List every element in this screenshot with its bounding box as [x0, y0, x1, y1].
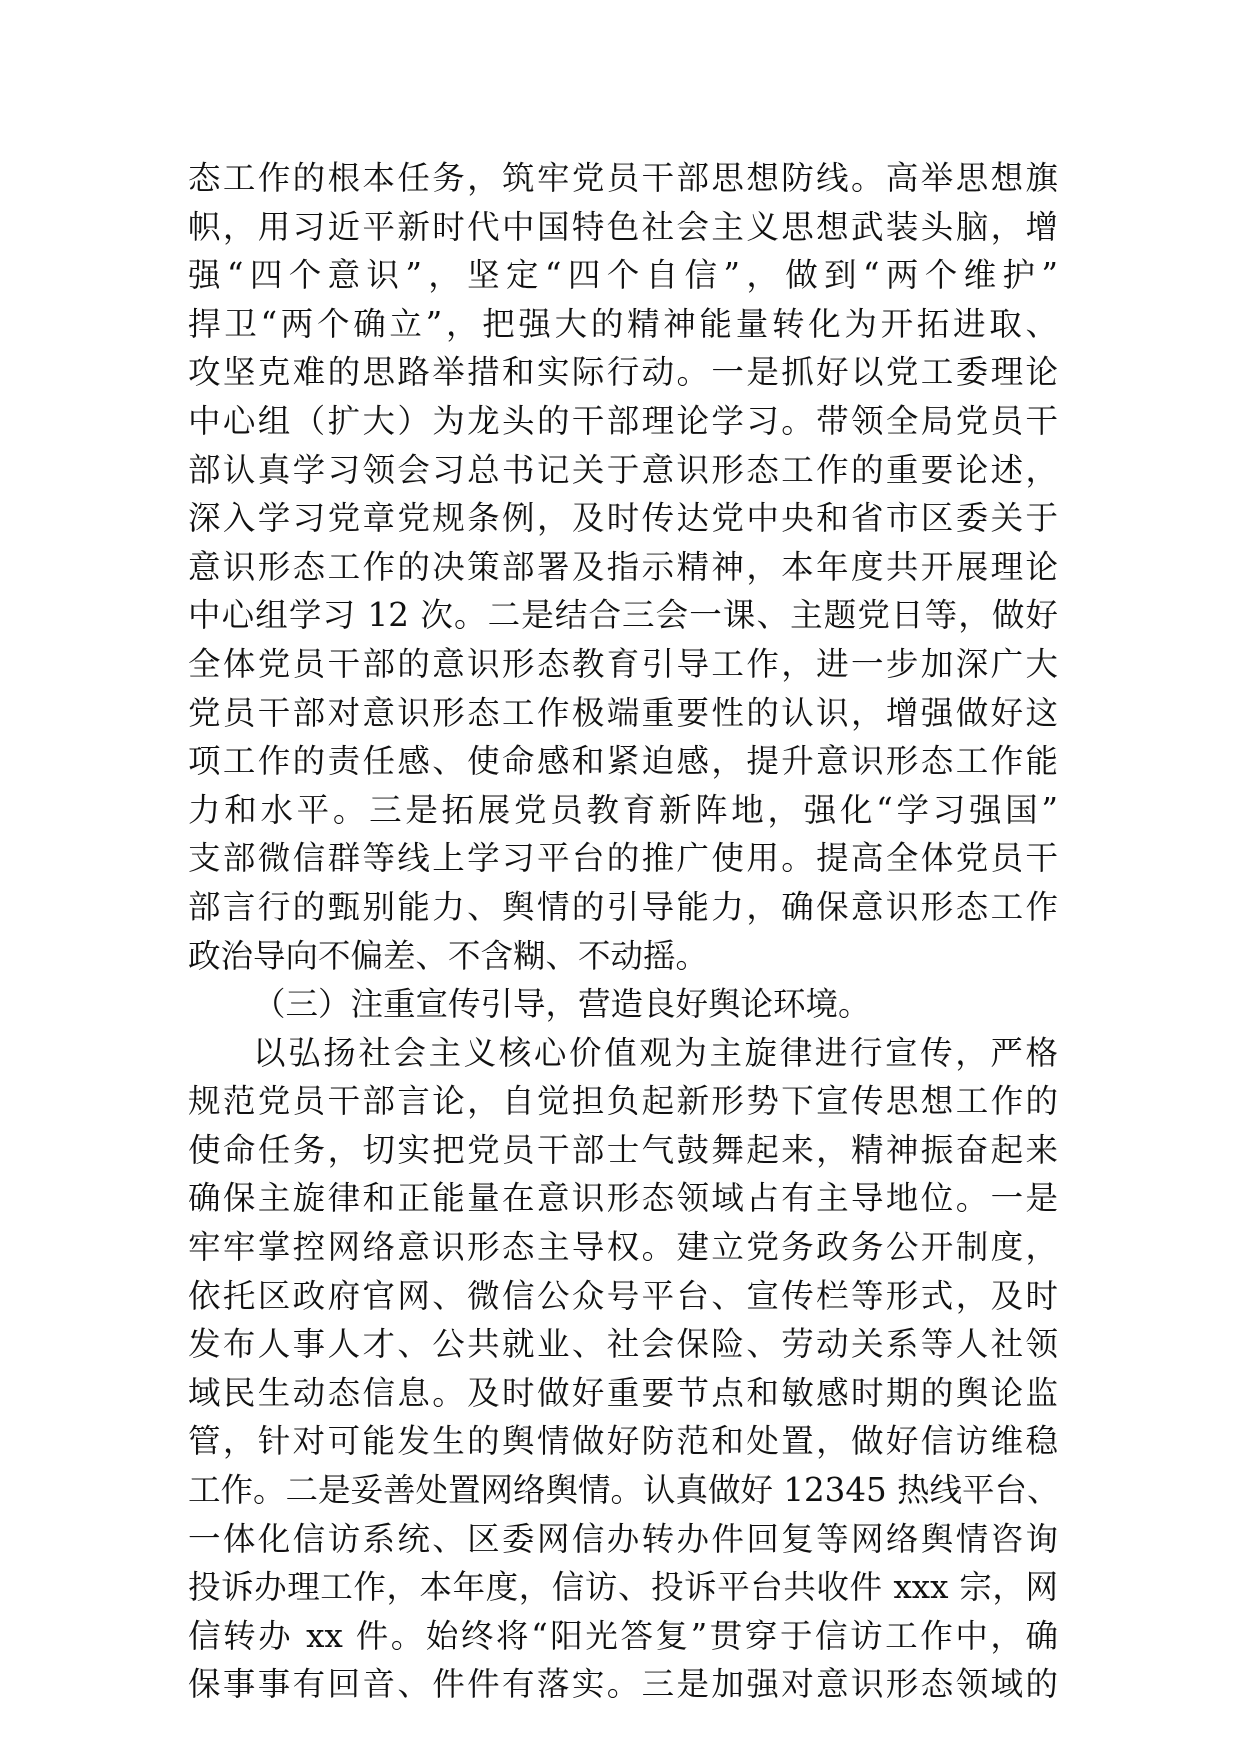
text-line: 力和水平。三是拓展党员教育新阵地，强化“学习强国”: [188, 790, 1058, 829]
text-line: 使命任务，切实把党员干部士气鼓舞起来，精神振奋起来: [188, 1130, 1058, 1169]
text-line: 攻坚克难的思路举措和实际行动。一是抓好以党工委理论: [188, 353, 1058, 392]
text-line: 捍卫“两个确立”，把强大的精神能量转化为开拓进取、: [188, 304, 1058, 343]
text-line: 投诉办理工作，本年度，信访、投诉平台共收件 xxx 宗，网: [188, 1568, 1058, 1607]
text-line: 信转办 xx 件。始终将“阳光答复”贯穿于信访工作中，确: [188, 1616, 1058, 1655]
text-line: 项工作的责任感、使命感和紧迫感，提升意识形态工作能: [188, 742, 1058, 781]
text-line: 意识形态工作的决策部署及指示精神，本年度共开展理论: [188, 547, 1058, 586]
text-line: 支部微信群等线上学习平台的推广使用。提高全体党员干: [188, 839, 1058, 878]
section-heading: （三）注重宣传引导，营造良好舆论环境。: [253, 985, 871, 1024]
text-line: 一体化信访系统、区委网信办转办件回复等网络舆情咨询: [188, 1519, 1058, 1558]
document-body: [188, 154, 1058, 1709]
text-line: 态工作的根本任务，筑牢党员干部思想防线。高举思想旗: [188, 159, 1058, 197]
text-line: 党员干部对意识形态工作极端重要性的认识，增强做好这: [188, 693, 1058, 732]
text-line: 域民生动态信息。及时做好重要节点和敏感时期的舆论监: [188, 1373, 1058, 1412]
text-line: 规范党员干部言论，自觉担负起新形势下宣传思想工作的: [188, 1082, 1058, 1121]
text-line: 中心组学习 12 次。二是结合三会一课、主题党日等，做好: [188, 596, 1058, 635]
text-line: 政治导向不偏差、不含糊、不动摇。: [188, 936, 709, 975]
text-line: 中心组（扩大）为龙头的干部理论学习。带领全局党员干: [188, 401, 1058, 440]
text-line: 以弘扬社会主义核心价值观为主旋律进行宣传，严格: [253, 1033, 1058, 1072]
text-line: 深入学习党章党规条例，及时传达党中央和省市区委关于: [188, 499, 1058, 538]
text-line: 保事事有回音、件件有落实。三是加强对意识形态领域的: [188, 1665, 1058, 1704]
text-line: 发布人事人才、公共就业、社会保险、劳动关系等人社领: [188, 1325, 1058, 1364]
text-line: 牢牢掌控网络意识形态主导权。建立党务政务公开制度，: [188, 1228, 1058, 1267]
text-line: 确保主旋律和正能量在意识形态领域占有主导地位。一是: [188, 1179, 1058, 1218]
text-line: 帜，用习近平新时代中国特色社会主义思想武装头脑，增: [188, 207, 1058, 246]
text-line: 部言行的甄别能力、舆情的引导能力，确保意识形态工作: [188, 887, 1058, 926]
text-line: 工作。二是妥善处置网络舆情。认真做好 12345 热线平台、: [188, 1471, 1060, 1510]
text-line: 管，针对可能发生的舆情做好防范和处置，做好信访维稳: [188, 1422, 1058, 1461]
text-line: 全体党员干部的意识形态教育引导工作，进一步加深广大: [188, 644, 1058, 683]
text-line: 依托区政府官网、微信公众号平台、宣传栏等形式，及时: [188, 1276, 1058, 1315]
text-line: 部认真学习领会习总书记关于意识形态工作的重要论述，: [188, 450, 1058, 489]
text-line: 强“四个意识”，坚定“四个自信”，做到“两个维护”: [188, 256, 1058, 295]
